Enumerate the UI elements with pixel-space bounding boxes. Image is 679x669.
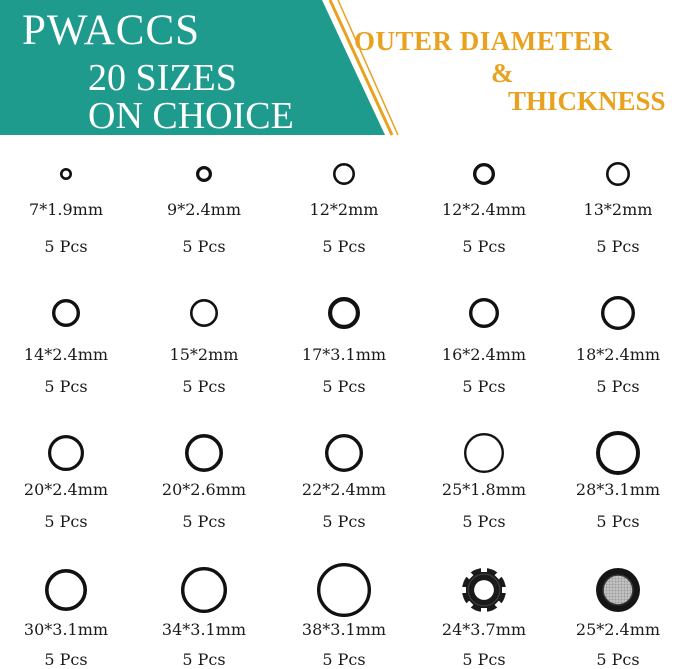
subtitle-line-1: 20 SIZES — [88, 57, 237, 99]
o-ring-icon — [173, 282, 235, 344]
size-label: 22*2.4mm — [301, 480, 387, 499]
quantity-label: 5 Pcs — [596, 650, 640, 669]
o-ring-icon — [35, 282, 97, 344]
quantity-label: 5 Pcs — [182, 650, 226, 669]
o-ring-icon — [35, 422, 97, 484]
o-ring-icon — [35, 143, 97, 205]
o-ring-icon — [313, 422, 375, 484]
size-label: 13*2mm — [583, 200, 653, 219]
tagline-outer-diameter: OUTER DIAMETER — [354, 26, 613, 56]
size-label: 24*3.7mm — [441, 620, 527, 639]
size-label: 28*3.1mm — [575, 480, 661, 499]
quantity-label: 5 Pcs — [44, 377, 88, 396]
size-label: 25*2.4mm — [575, 620, 661, 639]
quantity-label: 5 Pcs — [322, 512, 366, 531]
quantity-label: 5 Pcs — [596, 237, 640, 256]
quantity-label: 5 Pcs — [322, 237, 366, 256]
o-ring-icon — [587, 143, 649, 205]
size-label: 16*2.4mm — [441, 345, 527, 364]
o-ring-icon — [173, 559, 235, 621]
tagline-thickness: THICKNESS — [508, 86, 666, 116]
o-ring-icon — [587, 282, 649, 344]
quantity-label: 5 Pcs — [596, 377, 640, 396]
o-ring-icon — [453, 422, 515, 484]
quantity-label: 5 Pcs — [322, 377, 366, 396]
quantity-label: 5 Pcs — [182, 377, 226, 396]
quantity-label: 5 Pcs — [44, 650, 88, 669]
size-label: 7*1.9mm — [29, 200, 103, 219]
size-label: 14*2.4mm — [23, 345, 109, 364]
o-ring-icon — [35, 559, 97, 621]
o-ring-icon — [453, 143, 515, 205]
quantity-label: 5 Pcs — [462, 512, 506, 531]
quantity-label: 5 Pcs — [596, 512, 640, 531]
quantity-label: 5 Pcs — [182, 237, 226, 256]
o-ring-icon — [173, 143, 235, 205]
size-label: 30*3.1mm — [23, 620, 109, 639]
size-label: 9*2.4mm — [167, 200, 241, 219]
size-label: 20*2.4mm — [23, 480, 109, 499]
o-ring-icon — [313, 559, 375, 621]
o-ring-icon — [173, 422, 235, 484]
size-label: 12*2mm — [309, 200, 379, 219]
hose-washer-icon — [453, 559, 515, 621]
quantity-label: 5 Pcs — [462, 237, 506, 256]
size-label: 38*3.1mm — [301, 620, 387, 639]
size-label: 15*2mm — [169, 345, 239, 364]
size-label: 12*2.4mm — [441, 200, 527, 219]
o-ring-icon — [453, 282, 515, 344]
size-label: 17*3.1mm — [301, 345, 387, 364]
quantity-label: 5 Pcs — [462, 650, 506, 669]
size-label: 34*3.1mm — [161, 620, 247, 639]
subtitle-line-2: ON CHOICE — [88, 95, 294, 137]
size-label: 18*2.4mm — [575, 345, 661, 364]
quantity-label: 5 Pcs — [44, 512, 88, 531]
tagline-ampersand: & — [491, 58, 514, 88]
brand-name: PWACCS — [22, 7, 201, 54]
quantity-label: 5 Pcs — [182, 512, 226, 531]
o-ring-icon — [313, 282, 375, 344]
size-label: 25*1.8mm — [441, 480, 527, 499]
size-label: 20*2.6mm — [161, 480, 247, 499]
o-ring-icon — [587, 422, 649, 484]
quantity-label: 5 Pcs — [322, 650, 366, 669]
quantity-label: 5 Pcs — [462, 377, 506, 396]
quantity-label: 5 Pcs — [44, 237, 88, 256]
o-ring-icon — [313, 143, 375, 205]
filter-screen-washer-icon — [587, 559, 649, 621]
